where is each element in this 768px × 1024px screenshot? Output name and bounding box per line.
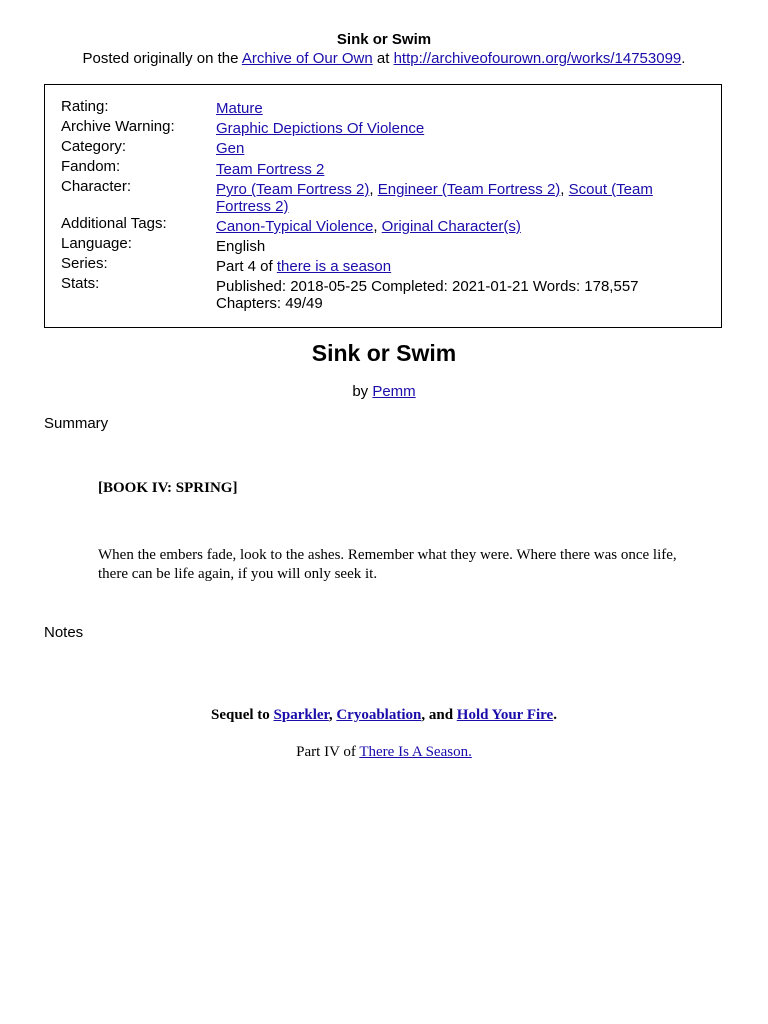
by-text: by xyxy=(352,383,369,400)
sequel-link-hold-your-fire[interactable]: Hold Your Fire xyxy=(456,707,554,723)
stats-label: Stats: xyxy=(61,275,100,292)
series-link[interactable]: there is a season xyxy=(276,258,392,275)
fandom-link[interactable]: Team Fortress 2 xyxy=(216,161,325,178)
book-heading: [BOOK IV: SPRING] xyxy=(98,480,238,496)
story-title: Sink or Swim xyxy=(311,340,457,366)
language-label: Language: xyxy=(61,235,132,252)
language-value: English xyxy=(216,238,266,255)
metadata-box xyxy=(44,84,722,328)
summary-heading: Summary xyxy=(44,415,109,432)
rating-link[interactable]: Mature xyxy=(216,100,263,117)
document-title: Sink or Swim xyxy=(336,31,432,48)
separator: , xyxy=(560,181,565,198)
category-label: Category: xyxy=(61,138,127,155)
warning-label: Archive Warning: xyxy=(61,118,175,135)
character-label: Character: xyxy=(61,178,132,195)
character-link-scout[interactable]: Scout (Team Fortress 2) xyxy=(216,181,653,215)
series-prefix: Part 4 of xyxy=(216,258,273,275)
tag-link-canon-violence[interactable]: Canon-Typical Violence xyxy=(216,218,374,235)
separator: , xyxy=(328,707,333,723)
sequel-link-sparkler[interactable]: Sparkler xyxy=(273,707,329,723)
work-url-link[interactable]: http://archiveofourown.org/works/14753099 xyxy=(393,50,682,67)
part-line xyxy=(0,744,768,761)
sequel-period: . xyxy=(553,707,557,723)
category-link[interactable]: Gen xyxy=(216,140,245,157)
byline xyxy=(0,383,768,400)
stats-value: Published: 2018-05-25 Completed: 2021-01-21 Words: 178,557 Chapters: 49/49 xyxy=(216,278,639,312)
separator: , xyxy=(369,181,374,198)
character-link-pyro[interactable]: Pyro (Team Fortress 2) xyxy=(216,181,370,198)
sequel-prefix: Sequel to xyxy=(211,707,270,723)
series-label: Series: xyxy=(61,255,108,272)
posted-prefix: Posted originally on the xyxy=(82,50,239,67)
summary-text: When the embers fade, look to the ashes. Remember what they were. Where there was once life, there can be life again, if you will only seek it. xyxy=(98,547,677,582)
and-text: , and xyxy=(421,707,454,723)
warning-link[interactable]: Graphic Depictions Of Violence xyxy=(216,120,425,137)
tags-label: Additional Tags: xyxy=(61,215,167,232)
part-prefix: Part IV of xyxy=(296,744,356,760)
header-period: . xyxy=(681,50,686,67)
rating-label: Rating: xyxy=(61,98,109,115)
sequel-line xyxy=(0,707,768,724)
posted-line xyxy=(0,50,768,67)
archive-link[interactable]: Archive of Our Own xyxy=(241,50,373,67)
author-link[interactable]: Pemm xyxy=(372,383,416,400)
separator: , xyxy=(373,218,378,235)
part-series-link[interactable]: There Is A Season. xyxy=(359,744,472,760)
character-link-engineer[interactable]: Engineer (Team Fortress 2) xyxy=(377,181,561,198)
sequel-link-cryoablation[interactable]: Cryoablation xyxy=(336,707,422,723)
notes-heading: Notes xyxy=(44,624,84,641)
tag-link-original-characters[interactable]: Original Character(s) xyxy=(381,218,521,235)
at-text: at xyxy=(376,50,390,67)
fandom-label: Fandom: xyxy=(61,158,121,175)
